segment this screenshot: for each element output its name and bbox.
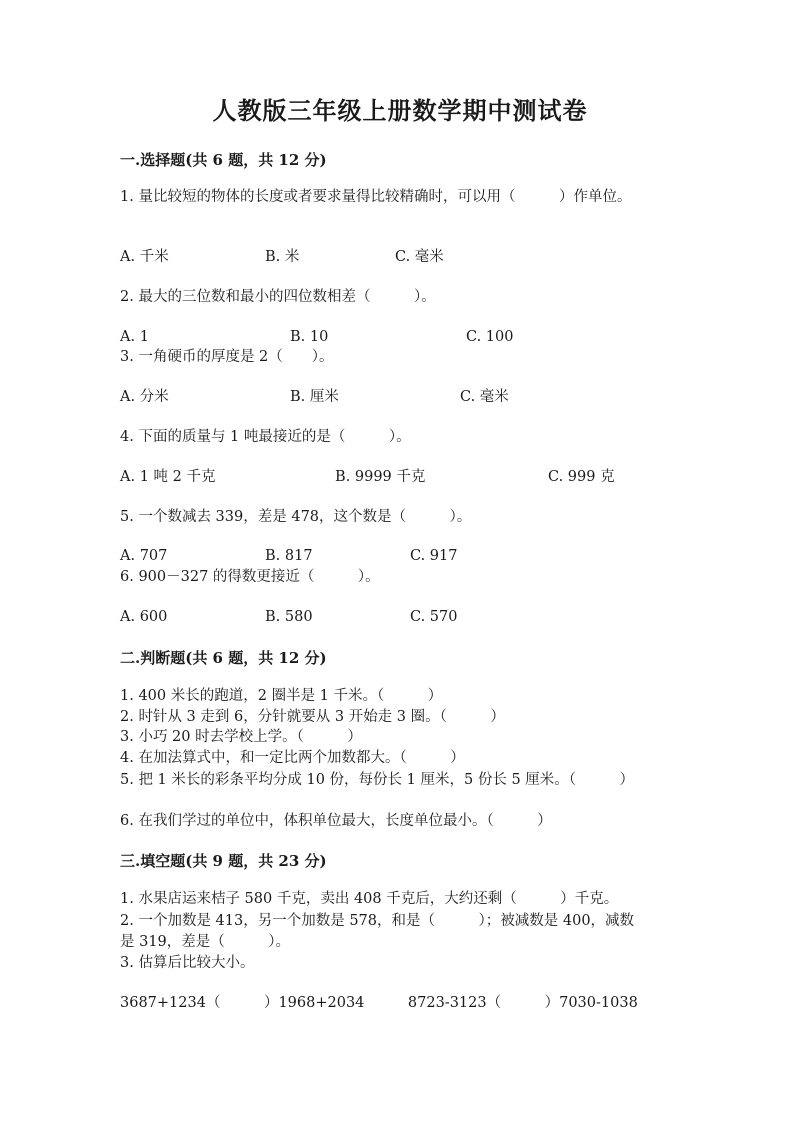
choice-q3-option-a: A. 分米 — [120, 389, 169, 405]
section-header-choice: 一.选择题(共 6 题，共 12 分) — [120, 151, 327, 169]
choice-q2-option-c: C. 100 — [466, 329, 514, 345]
choice-q6-option-b: B. 580 — [265, 609, 313, 625]
choice-q5-option-c: C. 917 — [410, 548, 458, 564]
fill-question-3-comparisons: 3687+1234（ ）1968+2034 8723-3123（ ）7030-1038 — [120, 995, 638, 1011]
choice-q6-option-a: A. 600 — [120, 609, 168, 625]
choice-q5-option-a: A. 707 — [120, 548, 168, 564]
section-header-judge: 二.判断题(共 6 题，共 12 分) — [120, 649, 327, 667]
choice-question-4: 4. 下面的质量与 1 吨最接近的是（ ）。 — [120, 429, 411, 445]
choice-question-2: 2. 最大的三位数和最小的四位数相差（ ）。 — [120, 289, 436, 305]
choice-q4-option-a: A. 1 吨 2 千克 — [120, 469, 216, 485]
choice-q1-option-a: A. 千米 — [120, 249, 169, 265]
choice-q2-option-a: A. 1 — [120, 329, 149, 345]
fill-question-1: 1. 水果店运来桔子 580 千克，卖出 408 千克后，大约还剩（ ）千克。 — [120, 891, 619, 907]
judge-question-4: 4. 在加法算式中，和一定比两个加数都大。（ ） — [120, 750, 465, 766]
choice-q5-option-b: B. 817 — [265, 548, 313, 564]
fill-question-3: 3. 估算后比较大小。 — [120, 955, 255, 971]
choice-q4-option-b: B. 9999 千克 — [335, 469, 426, 485]
judge-question-3: 3. 小巧 20 时去学校上学。（ ） — [120, 729, 362, 745]
choice-q2-option-b: B. 10 — [290, 329, 329, 345]
choice-q3-option-b: B. 厘米 — [290, 389, 339, 405]
choice-q4-option-c: C. 999 克 — [548, 469, 615, 485]
fill-question-2-line-2: 是 319，差是（ ）。 — [120, 934, 291, 950]
judge-question-5: 5. 把 1 米长的彩条平均分成 10 份，每份长 1 厘米，5 份长 5 厘米。（ ） — [120, 772, 635, 788]
exam-title: 人教版三年级上册数学期中测试卷 — [212, 96, 588, 125]
judge-question-6: 6. 在我们学过的单位中，体积单位最大，长度单位最小。（ ） — [120, 813, 552, 829]
fill-question-2-line-1: 2. 一个加数是 413，另一个加数是 578，和是（ ）；被减数是 400，减数 — [120, 913, 635, 929]
choice-q1-option-b: B. 米 — [265, 249, 300, 265]
choice-question-5: 5. 一个数减去 339，差是 478，这个数是（ ）。 — [120, 509, 472, 525]
judge-question-2: 2. 时针从 3 走到 6，分针就要从 3 开始走 3 圈。（ ） — [120, 709, 505, 725]
choice-question-1: 1. 量比较短的物体的长度或者要求量得比较精确时，可以用（ ）作单位。 — [120, 189, 632, 205]
section-header-fill: 三.填空题(共 9 题，共 23 分) — [120, 852, 327, 870]
choice-q3-option-c: C. 毫米 — [460, 389, 509, 405]
judge-question-1: 1. 400 米长的跑道，2 圈半是 1 千米。（ ） — [120, 688, 443, 704]
choice-question-3: 3. 一角硬币的厚度是 2（ ）。 — [120, 349, 334, 365]
choice-q1-option-c: C. 毫米 — [395, 249, 444, 265]
choice-question-6: 6. 900－327 的得数更接近（ ）。 — [120, 569, 380, 585]
choice-q6-option-c: C. 570 — [410, 609, 458, 625]
